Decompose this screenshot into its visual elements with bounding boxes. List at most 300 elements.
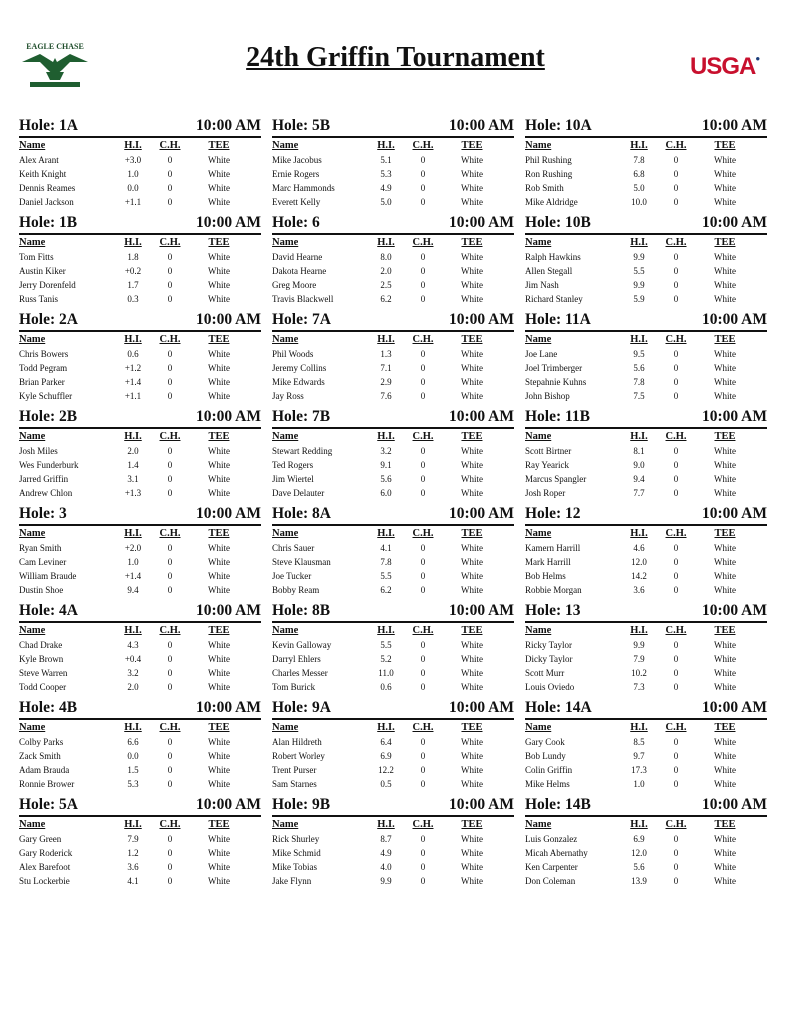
handicap-index: 9.9 — [633, 252, 645, 262]
handicap-index: 7.8 — [633, 155, 645, 165]
hole-label: Hole: 10B — [525, 214, 591, 231]
player-row — [19, 250, 261, 264]
tee-time: 10:00 AM — [448, 796, 514, 813]
col-tee-header: TEE — [714, 334, 736, 345]
player-name: Charles Messer — [272, 668, 328, 678]
player-name: Kyle Schuffler — [19, 391, 73, 401]
handicap-index: 1.3 — [380, 349, 392, 359]
handicap-index: 9.9 — [633, 640, 645, 650]
col-tee-header: TEE — [461, 431, 483, 442]
col-hi-header: H.I. — [124, 819, 142, 830]
course-handicap: 0 — [167, 460, 173, 470]
player-name: Steve Klausman — [272, 557, 331, 567]
col-tee-header: TEE — [714, 431, 736, 442]
hole-header — [272, 213, 514, 235]
col-tee-header: TEE — [461, 334, 483, 345]
column-headers — [19, 138, 261, 153]
handicap-index: 4.1 — [127, 876, 139, 886]
tee-color: White — [714, 363, 736, 373]
col-ch-header: C.H. — [665, 819, 687, 830]
col-ch-header: C.H. — [412, 431, 434, 442]
handicap-index: 0.5 — [380, 779, 392, 789]
player-name: Tom Fitts — [19, 252, 54, 262]
hole-header — [272, 407, 514, 429]
hole-label: Hole: 9B — [272, 796, 331, 813]
hole-header — [19, 213, 261, 235]
player-row — [19, 832, 261, 846]
tee-time: 10:00 AM — [701, 505, 767, 522]
col-ch-header: C.H. — [412, 625, 434, 636]
player-name: Mike Tobias — [272, 862, 317, 872]
course-handicap: 0 — [673, 391, 679, 401]
column-headers — [272, 817, 514, 832]
player-name: Steve Warren — [19, 668, 68, 678]
player-name: Joel Trimberger — [525, 363, 583, 373]
course-handicap: 0 — [167, 779, 173, 789]
hole-label: Hole: 7A — [272, 311, 331, 328]
tee-color: White — [714, 585, 736, 595]
hole-header — [19, 795, 261, 817]
handicap-index: 2.9 — [380, 377, 392, 387]
tee-color: White — [461, 474, 483, 484]
player-row — [525, 292, 767, 306]
column-headers — [272, 623, 514, 638]
course-handicap: 0 — [420, 294, 426, 304]
player-row — [525, 444, 767, 458]
handicap-index: 12.0 — [631, 848, 647, 858]
course-handicap: 0 — [673, 280, 679, 290]
hole-header — [272, 116, 514, 138]
hole-header — [19, 310, 261, 332]
hole-group — [525, 116, 767, 213]
course-handicap: 0 — [167, 862, 173, 872]
player-name: Micah Abernathy — [525, 848, 588, 858]
player-row — [19, 292, 261, 306]
col-name-header: Name — [525, 237, 552, 248]
player-row — [19, 763, 261, 777]
course-handicap: 0 — [167, 474, 173, 484]
player-row — [19, 666, 261, 680]
col-ch-header: C.H. — [665, 722, 687, 733]
player-row — [19, 167, 261, 181]
tee-color: White — [714, 876, 736, 886]
handicap-index: 14.2 — [631, 571, 647, 581]
player-row — [272, 195, 514, 209]
player-name: Josh Miles — [19, 446, 58, 456]
col-hi-header: H.I. — [630, 625, 648, 636]
tee-color: White — [714, 543, 736, 553]
player-row — [272, 735, 514, 749]
tee-color: White — [714, 571, 736, 581]
player-row — [19, 375, 261, 389]
hole-header — [525, 504, 767, 526]
handicap-index: 3.2 — [380, 446, 392, 456]
col-hi-header: H.I. — [630, 140, 648, 151]
course-handicap: 0 — [420, 834, 426, 844]
col-name-header: Name — [19, 140, 46, 151]
tee-color: White — [461, 737, 483, 747]
col-name-header: Name — [525, 819, 552, 830]
player-name: Robert Worley — [272, 751, 325, 761]
col-ch-header: C.H. — [159, 528, 181, 539]
col-hi-header: H.I. — [124, 237, 142, 248]
handicap-index: 6.6 — [127, 737, 139, 747]
course-handicap: 0 — [673, 557, 679, 567]
handicap-index: 1.0 — [127, 557, 139, 567]
hole-header — [525, 310, 767, 332]
player-name: Bob Lundy — [525, 751, 566, 761]
handicap-index: 3.1 — [127, 474, 139, 484]
column-headers — [525, 138, 767, 153]
tee-color: White — [208, 848, 230, 858]
player-name: Alex Barefoot — [19, 862, 71, 872]
player-row — [525, 763, 767, 777]
col-ch-header: C.H. — [412, 237, 434, 248]
hole-header — [525, 407, 767, 429]
player-name: Brian Parker — [19, 377, 65, 387]
tee-color: White — [461, 682, 483, 692]
hole-group — [525, 407, 767, 504]
player-name: Gary Roderick — [19, 848, 73, 858]
course-handicap: 0 — [420, 474, 426, 484]
col-tee-header: TEE — [208, 431, 230, 442]
handicap-index: 0.6 — [380, 682, 392, 692]
handicap-index: 8.7 — [380, 834, 392, 844]
player-row — [272, 361, 514, 375]
handicap-index: +1.3 — [124, 488, 142, 498]
player-row — [19, 569, 261, 583]
handicap-index: 17.3 — [631, 765, 647, 775]
handicap-index: 12.2 — [378, 765, 394, 775]
handicap-index: 4.6 — [633, 543, 645, 553]
hole-header — [272, 795, 514, 817]
tee-color: White — [714, 460, 736, 470]
handicap-index: 3.6 — [633, 585, 645, 595]
course-handicap: 0 — [167, 446, 173, 456]
col-name-header: Name — [19, 819, 46, 830]
col-name-header: Name — [525, 528, 552, 539]
tee-color: White — [461, 640, 483, 650]
col-name-header: Name — [19, 528, 46, 539]
player-name: Jay Ross — [272, 391, 304, 401]
player-name: Cam Leviner — [19, 557, 67, 567]
player-name: Marc Hammonds — [272, 183, 335, 193]
tee-color: White — [714, 668, 736, 678]
tee-color: White — [461, 294, 483, 304]
hole-group — [19, 601, 261, 698]
hole-header — [19, 601, 261, 623]
tee-color: White — [714, 557, 736, 567]
course-handicap: 0 — [673, 862, 679, 872]
player-row — [19, 652, 261, 666]
handicap-index: 5.0 — [633, 183, 645, 193]
course-handicap: 0 — [420, 155, 426, 165]
course-handicap: 0 — [420, 585, 426, 595]
course-handicap: 0 — [167, 834, 173, 844]
handicap-index: 4.3 — [127, 640, 139, 650]
tee-color: White — [208, 862, 230, 872]
pairings-grid — [19, 116, 769, 892]
player-row — [272, 458, 514, 472]
player-name: Jake Flynn — [272, 876, 312, 886]
course-handicap: 0 — [673, 294, 679, 304]
handicap-index: 4.0 — [380, 862, 392, 872]
hole-label: Hole: 2A — [19, 311, 78, 328]
course-handicap: 0 — [673, 488, 679, 498]
tee-color: White — [461, 834, 483, 844]
course-handicap: 0 — [420, 183, 426, 193]
player-name: Bob Helms — [525, 571, 566, 581]
player-name: Ronnie Brower — [19, 779, 75, 789]
handicap-index: +0.4 — [124, 654, 142, 664]
col-hi-header: H.I. — [377, 625, 395, 636]
course-handicap: 0 — [420, 543, 426, 553]
player-row — [19, 777, 261, 791]
col-tee-header: TEE — [714, 237, 736, 248]
tee-time: 10:00 AM — [195, 214, 261, 231]
tee-color: White — [208, 668, 230, 678]
handicap-index: +1.4 — [124, 377, 142, 387]
col-hi-header: H.I. — [630, 334, 648, 345]
tee-color: White — [714, 779, 736, 789]
column-headers — [19, 235, 261, 250]
hole-group — [272, 504, 514, 601]
tee-color: White — [461, 862, 483, 872]
player-name: Colin Griffin — [525, 765, 573, 775]
column-headers — [272, 235, 514, 250]
tee-color: White — [714, 640, 736, 650]
tee-color: White — [208, 834, 230, 844]
handicap-index: 4.1 — [380, 543, 392, 553]
column-headers — [272, 138, 514, 153]
course-handicap: 0 — [673, 155, 679, 165]
tee-color: White — [461, 543, 483, 553]
tee-color: White — [461, 654, 483, 664]
course-handicap: 0 — [420, 737, 426, 747]
player-name: Mike Aldridge — [525, 197, 578, 207]
hole-label: Hole: 11B — [525, 408, 591, 425]
course-handicap: 0 — [420, 363, 426, 373]
player-row — [272, 541, 514, 555]
tee-time: 10:00 AM — [448, 311, 514, 328]
handicap-index: 6.8 — [633, 169, 645, 179]
player-name: Everett Kelly — [272, 197, 321, 207]
tee-color: White — [714, 751, 736, 761]
player-row — [19, 472, 261, 486]
column-headers — [525, 332, 767, 347]
course-handicap: 0 — [167, 585, 173, 595]
hole-label: Hole: 12 — [525, 505, 581, 522]
player-row — [272, 472, 514, 486]
player-name: Rick Shurley — [272, 834, 320, 844]
handicap-index: 8.1 — [633, 446, 645, 456]
course-handicap: 0 — [420, 876, 426, 886]
player-row — [525, 569, 767, 583]
handicap-index: 5.3 — [127, 779, 139, 789]
player-row — [272, 181, 514, 195]
player-row — [19, 860, 261, 874]
col-ch-header: C.H. — [665, 334, 687, 345]
handicap-index: 9.1 — [380, 460, 392, 470]
tee-time: 10:00 AM — [195, 117, 261, 134]
tee-color: White — [714, 349, 736, 359]
tee-color: White — [208, 155, 230, 165]
tee-color: White — [714, 391, 736, 401]
course-handicap: 0 — [673, 460, 679, 470]
handicap-index: 0.3 — [127, 294, 139, 304]
course-handicap: 0 — [420, 640, 426, 650]
player-row — [272, 777, 514, 791]
course-handicap: 0 — [167, 640, 173, 650]
player-row — [525, 777, 767, 791]
player-row — [19, 555, 261, 569]
col-hi-header: H.I. — [124, 140, 142, 151]
player-name: Alex Arant — [19, 155, 59, 165]
course-handicap: 0 — [167, 377, 173, 387]
player-name: Scott Birtner — [525, 446, 572, 456]
hole-label: Hole: 10A — [525, 117, 592, 134]
tee-color: White — [461, 266, 483, 276]
player-name: Ron Rushing — [525, 169, 573, 179]
col-tee-header: TEE — [714, 528, 736, 539]
player-name: Kyle Brown — [19, 654, 64, 664]
tee-color: White — [714, 834, 736, 844]
player-name: Stewart Redding — [272, 446, 333, 456]
tee-color: White — [461, 197, 483, 207]
player-name: Ernie Rogers — [272, 169, 320, 179]
course-handicap: 0 — [167, 252, 173, 262]
player-name: Dave Delauter — [272, 488, 325, 498]
handicap-index: 2.0 — [127, 682, 139, 692]
player-row — [525, 361, 767, 375]
player-name: Russ Tanis — [19, 294, 58, 304]
player-row — [272, 666, 514, 680]
tee-color: White — [461, 779, 483, 789]
handicap-index: 4.9 — [380, 848, 392, 858]
col-name-header: Name — [525, 140, 552, 151]
player-name: Travis Blackwell — [272, 294, 334, 304]
course-handicap: 0 — [167, 668, 173, 678]
col-name-header: Name — [272, 140, 299, 151]
player-name: Louis Oviedo — [525, 682, 575, 692]
col-hi-header: H.I. — [630, 722, 648, 733]
col-name-header: Name — [525, 625, 552, 636]
handicap-index: 1.7 — [127, 280, 139, 290]
course-handicap: 0 — [673, 169, 679, 179]
player-row — [525, 153, 767, 167]
course-handicap: 0 — [167, 280, 173, 290]
tee-color: White — [208, 363, 230, 373]
player-name: Trent Purser — [272, 765, 317, 775]
tee-color: White — [208, 294, 230, 304]
tee-color: White — [208, 876, 230, 886]
column-headers — [525, 429, 767, 444]
col-name-header: Name — [19, 625, 46, 636]
player-name: Joe Lane — [525, 349, 558, 359]
player-name: Tom Burick — [272, 682, 316, 692]
handicap-index: 5.5 — [380, 571, 392, 581]
tee-time: 10:00 AM — [701, 699, 767, 716]
tee-time: 10:00 AM — [448, 505, 514, 522]
hole-group — [272, 213, 514, 310]
course-handicap: 0 — [673, 848, 679, 858]
player-name: Ricky Taylor — [525, 640, 572, 650]
handicap-index: 1.5 — [127, 765, 139, 775]
player-name: Jim Wiertel — [272, 474, 314, 484]
hole-group — [19, 213, 261, 310]
player-name: Keith Knight — [19, 169, 67, 179]
col-name-header: Name — [19, 722, 46, 733]
tee-color: White — [208, 682, 230, 692]
column-headers — [272, 526, 514, 541]
player-row — [19, 541, 261, 555]
hole-header — [272, 698, 514, 720]
hole-header — [525, 116, 767, 138]
handicap-index: 8.0 — [380, 252, 392, 262]
player-name: Wes Funderburk — [19, 460, 79, 470]
handicap-index: 7.3 — [633, 682, 645, 692]
player-name: Mike Jacobus — [272, 155, 322, 165]
col-hi-header: H.I. — [630, 431, 648, 442]
col-name-header: Name — [525, 431, 552, 442]
course-handicap: 0 — [420, 280, 426, 290]
hole-header — [19, 698, 261, 720]
course-handicap: 0 — [167, 266, 173, 276]
hole-label: Hole: 1B — [19, 214, 78, 231]
player-name: Gary Green — [19, 834, 62, 844]
col-name-header: Name — [272, 819, 299, 830]
player-row — [272, 860, 514, 874]
tee-time: 10:00 AM — [195, 408, 261, 425]
col-ch-header: C.H. — [665, 237, 687, 248]
handicap-index: 9.0 — [633, 460, 645, 470]
hole-label: Hole: 2B — [19, 408, 78, 425]
hole-group — [272, 407, 514, 504]
handicap-index: 9.4 — [633, 474, 645, 484]
handicap-index: 5.6 — [633, 363, 645, 373]
tee-color: White — [461, 848, 483, 858]
tee-color: White — [208, 377, 230, 387]
hole-header — [525, 601, 767, 623]
handicap-index: 3.2 — [127, 668, 139, 678]
player-row — [525, 832, 767, 846]
tee-color: White — [208, 474, 230, 484]
player-row — [525, 375, 767, 389]
col-ch-header: C.H. — [159, 237, 181, 248]
col-ch-header: C.H. — [412, 722, 434, 733]
tee-color: White — [714, 654, 736, 664]
player-name: Todd Cooper — [19, 682, 67, 692]
player-name: Josh Roper — [525, 488, 566, 498]
tee-color: White — [714, 488, 736, 498]
course-handicap: 0 — [167, 169, 173, 179]
col-name-header: Name — [19, 431, 46, 442]
logo-text: EAGLE CHASE — [26, 42, 84, 51]
course-handicap: 0 — [673, 252, 679, 262]
course-handicap: 0 — [673, 377, 679, 387]
player-row — [19, 389, 261, 403]
player-row — [525, 347, 767, 361]
player-row — [272, 583, 514, 597]
column-headers — [19, 720, 261, 735]
hole-group — [19, 407, 261, 504]
tee-color: White — [714, 183, 736, 193]
course-handicap: 0 — [167, 391, 173, 401]
col-tee-header: TEE — [208, 819, 230, 830]
player-row — [272, 874, 514, 888]
handicap-index: 7.6 — [380, 391, 392, 401]
col-tee-header: TEE — [461, 140, 483, 151]
